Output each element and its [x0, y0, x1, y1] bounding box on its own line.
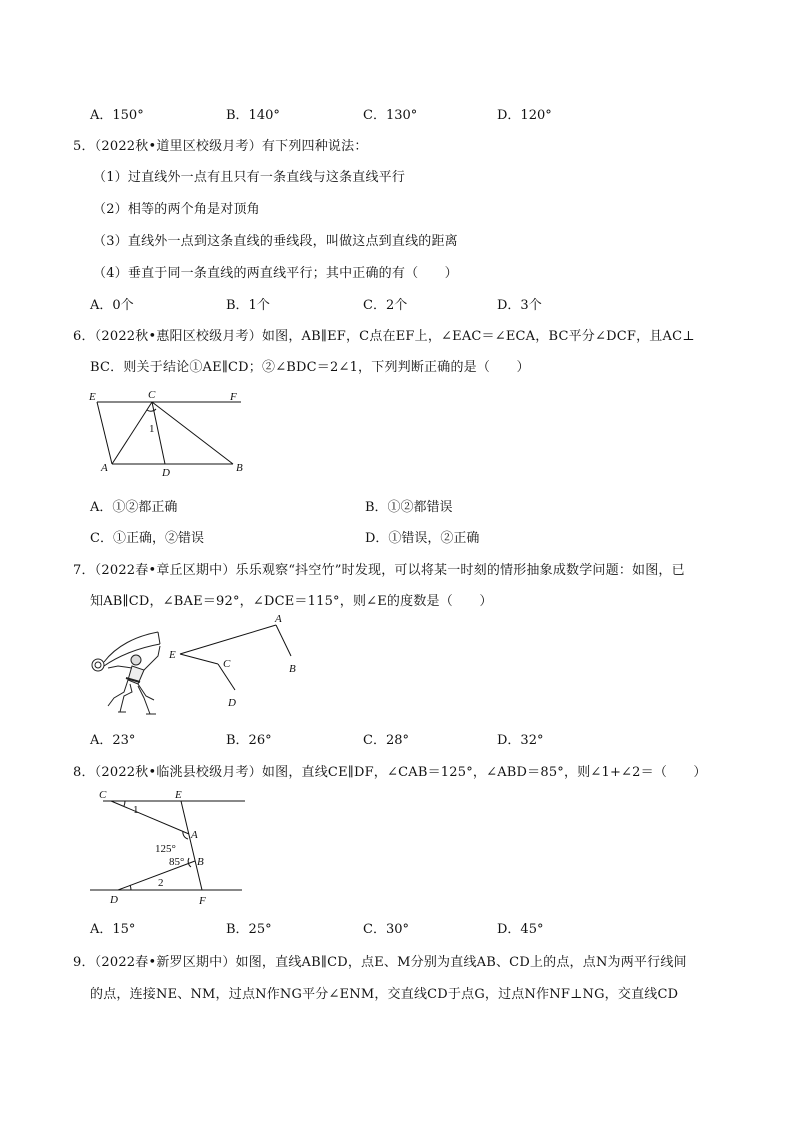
q6-option-d: D．①错误，②正确	[365, 531, 480, 546]
q7-segment-ec	[180, 654, 218, 664]
q7-option-c: C．28°	[363, 733, 409, 748]
q8-label-b: B	[197, 856, 204, 868]
q7-label-e: E	[169, 649, 176, 661]
q8-label-c: C	[99, 789, 107, 801]
q5-statement-1: （1）过直线外一点有且只有一条直线与这条直线平行	[93, 170, 406, 185]
q6-option-c: C．①正确，②错误	[90, 531, 204, 546]
q8-stem: 8．（2022秋•临洮县校级月考）如图，直线CE∥DF，∠CAB＝125°，∠ABD＝85°，则∠1+∠2＝（ ）	[73, 765, 707, 780]
q4-option-c: C．130°	[363, 108, 418, 123]
q8-label-1: 1	[133, 804, 139, 816]
q4-option-d: D．120°	[497, 108, 552, 123]
q6-segment-cb	[152, 402, 233, 464]
q6-label-e: E	[89, 391, 96, 403]
q8-label-d: D	[110, 894, 118, 906]
q8-label-a: A	[191, 829, 198, 841]
q8-option-c: C．30°	[363, 922, 409, 937]
q8-label-85: 85°	[169, 856, 185, 868]
q5-option-c: C．2个	[363, 298, 408, 313]
q7-label-c: C	[223, 658, 231, 670]
q6-label-d: D	[162, 467, 170, 478]
q8-option-b: B．25°	[226, 922, 272, 937]
q6-segment-ae	[97, 402, 112, 464]
q6-angle-arc	[147, 409, 156, 411]
q5-statement-4: （4）垂直于同一条直线的两直线平行；其中正确的有（ ）	[93, 266, 458, 281]
q7-label-b: B	[289, 663, 296, 675]
q6-stem-line-2: BC．则关于结论①AE∥CD；②∠BDC＝2∠1，下列判断正确的是（ ）	[90, 360, 530, 375]
q7-option-b: B．26°	[226, 733, 272, 748]
q8-label-125: 125°	[155, 843, 176, 855]
q7-segment-ea	[180, 625, 276, 654]
q8-angle-1-arc	[124, 801, 125, 806]
q8-label-2: 2	[158, 877, 164, 889]
q6-label-1: 1	[149, 423, 155, 435]
q8-label-e: E	[175, 789, 182, 801]
q8-option-a: A．15°	[90, 922, 136, 937]
q6-option-b: B．①②都错误	[365, 500, 453, 515]
q8-angle-2-arc	[130, 885, 131, 890]
q7-label-d: D	[228, 697, 236, 709]
q6-figure	[85, 386, 255, 478]
q5-statement-2: （2）相等的两个角是对顶角	[93, 202, 260, 217]
q7-diabolo-player-illustration	[88, 626, 170, 718]
q5-stem: 5．（2022秋•道里区校级月考）有下列四种说法：	[73, 139, 368, 154]
q7-label-a: A	[275, 613, 282, 625]
q6-label-a: A	[101, 462, 108, 474]
q5-option-b: B．1个	[226, 298, 270, 313]
q4-option-b: B．140°	[226, 108, 280, 123]
q4-option-a: A．150°	[90, 108, 144, 123]
q5-option-d: D．3个	[497, 298, 542, 313]
q7-stem-line-1: 7．（2022春•章丘区期中）乐乐观察“抖空竹”时发现，可以将某一时刻的情形抽象成数学问题：如图，已	[73, 563, 685, 578]
q5-option-a: A．0个	[90, 298, 134, 313]
q6-label-b: B	[236, 462, 243, 474]
q7-figure	[165, 608, 305, 712]
q8-option-d: D．45°	[497, 922, 544, 937]
q7-segment-ab	[276, 625, 291, 656]
q9-stem-line-1: 9．（2022春•新罗区期中）如图，直线AB∥CD，点E、M分别为直线AB、CD上的点，点N为两平行线间	[73, 955, 687, 970]
q6-option-a: A．①②都正确	[90, 500, 178, 515]
q7-option-a: A．23°	[90, 733, 136, 748]
q9-stem-line-2: 的点，连接NE、NM，过点N作NG平分∠ENM，交直线CD于点G，过点N作NF⊥NG，交直线CD	[90, 987, 679, 1002]
q8-figure	[85, 786, 255, 910]
q6-stem-line-1: 6．（2022秋•惠阳区校级月考）如图，AB∥EF，C点在EF上，∠EAC＝∠ECA，BC平分∠DCF，且AC⊥	[73, 329, 695, 344]
q7-stem-line-2: 知AB∥CD，∠BAE＝92°，∠DCE＝115°，则∠E的度数是（ ）	[90, 594, 493, 609]
q6-segment-ac	[112, 402, 152, 464]
q8-label-f: F	[199, 895, 206, 907]
q8-segment-ca	[111, 801, 189, 834]
q5-statement-3: （3）直线外一点到这条直线的垂线段，叫做这点到直线的距离	[93, 234, 458, 249]
q6-label-f: F	[230, 391, 237, 403]
q7-option-d: D．32°	[497, 733, 544, 748]
q8-transversal-ef	[181, 801, 202, 890]
q6-label-c: C	[148, 389, 156, 401]
